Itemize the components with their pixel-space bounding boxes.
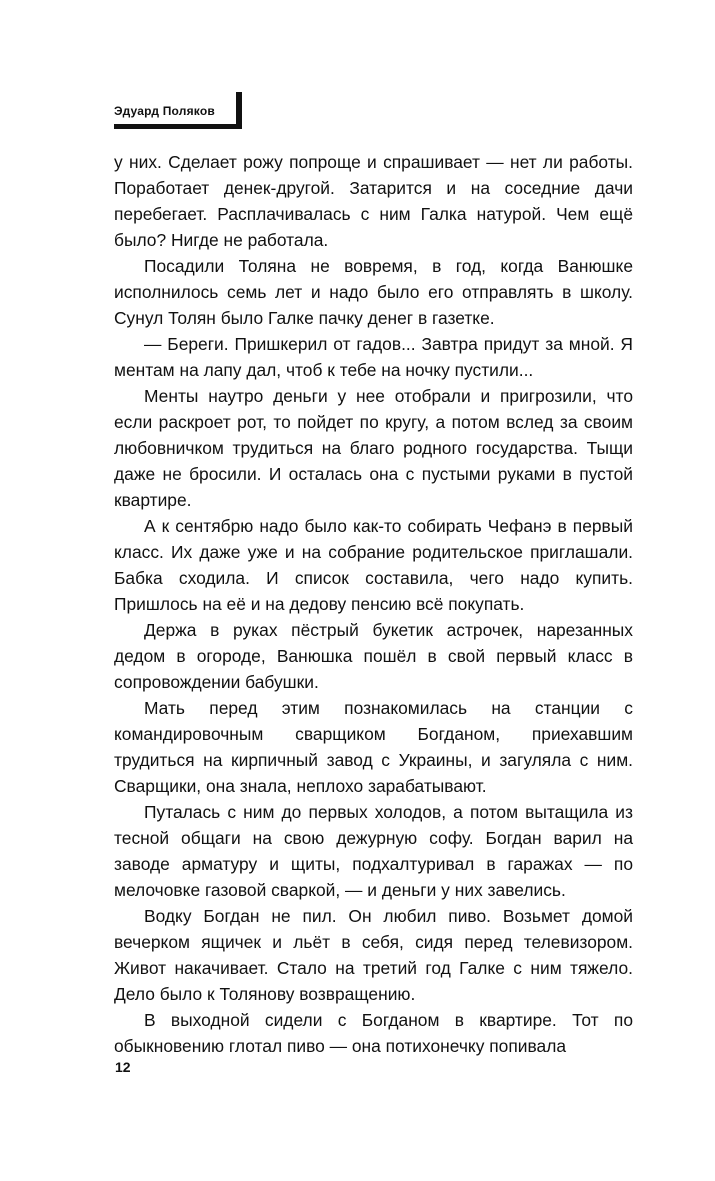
- paragraph-7: Мать перед этим познакомилась на станции с командировочным сварщиком Богданом, приехавшим трудиться на кирпичный завод с Украины, и загуляла с ним. Сварщики, она знала, неплохо зарабатывают.: [114, 698, 633, 796]
- paragraph-3: — Береги. Пришкерил от гадов... Завтра придут за мной. Я ментам на лапу дал, чтоб к тебе на ночку пустили...: [114, 334, 633, 380]
- running-header: [114, 100, 231, 122]
- body-text: [114, 149, 633, 1059]
- paragraph-6: Держа в руках пёстрый букетик астрочек, нарезанных дедом в огороде, Ванюшка пошёл в свой первый класс в сопровождении бабушки.: [114, 620, 633, 692]
- page-number: 12: [115, 1059, 131, 1075]
- paragraph-1: у них. Сделает рожу попроще и спрашивает — нет ли работы. Поработает денек-другой. Затарится и на соседние дачи перебегает. Расплачивалась с ним Галка натурой. Чем ещё было? Нигде не работала.: [114, 152, 633, 250]
- paragraph-9: Водку Богдан не пил. Он любил пиво. Возьмет домой вечерком ящичек и льёт в себя, сидя перед телевизором. Живот накачивает. Стало на третий год Галке с ним тяжело. Дело было к Толянову возвращению.: [114, 906, 633, 1004]
- paragraph-10: В выходной сидели с Богданом в квартире. Тот по обыкновению глотал пиво — она потихонечку попивала: [114, 1010, 633, 1056]
- paragraph-2: Посадили Толяна не вовремя, в год, когда Ванюшке исполнилось семь лет и надо было его отправлять в школу. Сунул Толян было Галке пачку денег в газетке.: [114, 256, 633, 328]
- header-author: Эдуард Поляков: [114, 104, 215, 118]
- paragraph-5: А к сентябрю надо было как-то собирать Чефанэ в первый класс. Их даже уже и на собрание родительское приглашали. Бабка сходила. И список составила, чего надо купить. Пришлось на её и на дедову пенсию всё покупать.: [114, 516, 633, 614]
- header-rule-horizontal: [114, 124, 242, 129]
- paragraph-8: Путалась с ним до первых холодов, а потом вытащила из тесной общаги на свою дежурную софу. Богдан варил на заводе арматуру и щиты, подхалтуривал в гаражах — по мелочовке газовой сваркой, — и деньги у них завелись.: [114, 802, 633, 900]
- paragraph-4: Менты наутро деньги у нее отобрали и пригрозили, что если раскроет рот, то пойдет по кругу, а потом вслед за своим любовничком трудиться на благо родного государства. Тыщи даже не бросили. И осталась она с пустыми руками в пустой квартире.: [114, 386, 633, 510]
